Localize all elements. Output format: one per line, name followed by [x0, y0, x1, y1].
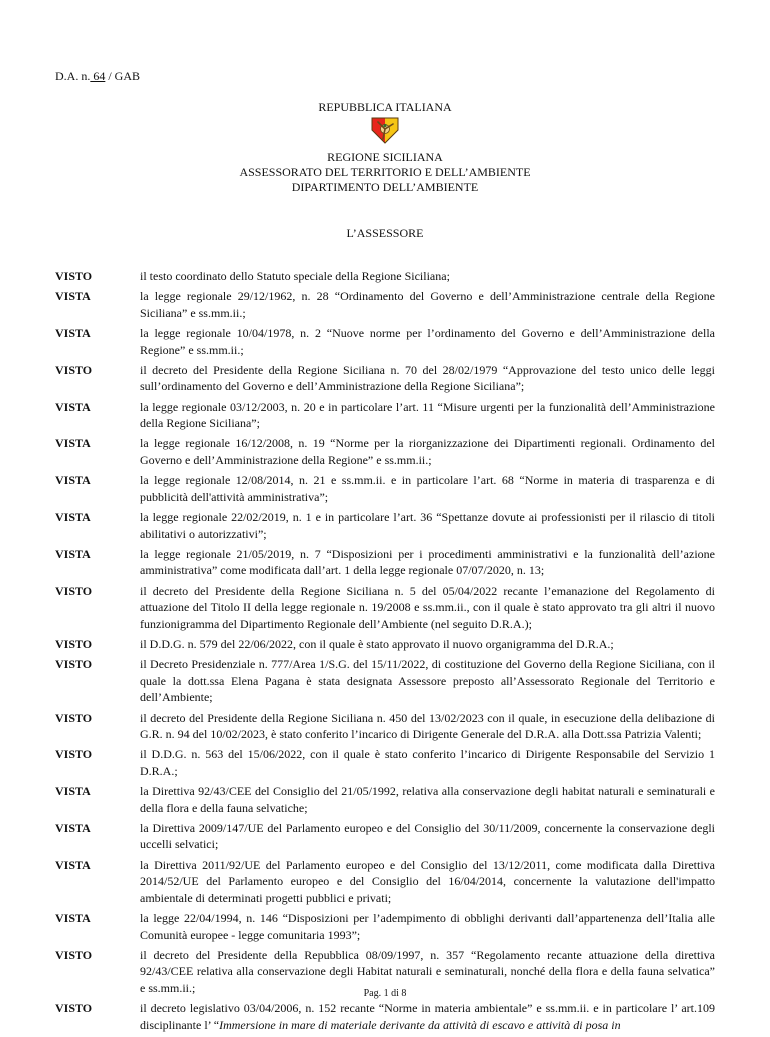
- preamble-text-body: il decreto legislativo 03/04/2006, n. 152 recante “Norme in materia ambientale” e ss.mm.ii. e in particolare l’ art.109 disciplinante l’ “: [140, 1001, 715, 1032]
- preamble-text-body: il decreto del Presidente della Regione Siciliana n. 70 del 28/02/1979 “Approvazione del testo unico delle leggi sull’ordinamento del Governo e dell’Amministrazione della Regione Siciliana”;: [140, 362, 715, 394]
- preamble-keyword: VISTO: [55, 747, 93, 762]
- decree-reference: [55, 68, 140, 85]
- trinacria-emblem-icon: [369, 116, 401, 144]
- preamble-item: [55, 857, 715, 907]
- preamble-text: [140, 857, 715, 907]
- preamble-text: [140, 656, 715, 706]
- preamble-text-body: il D.D.G. n. 563 del 15/06/2022, con il quale è stato conferito l’incarico di Dirigente Responsabile del Servizio 1 D.R.A.;: [140, 747, 715, 778]
- preamble-item: [55, 362, 715, 395]
- preamble-text: [140, 288, 715, 321]
- preamble-item: [55, 399, 715, 432]
- preamble-text-body: la Direttiva 92/43/CEE del Consiglio del 21/05/1992, relativa alla conservazione degli habitat naturali e seminaturali e della flora e della fauna selvatiche;: [140, 784, 715, 815]
- preamble-text-body: la legge regionale 22/02/2019, n. 1 e in particolare l’art. 36 “Spettanze dovute ai professionisti per il rilascio di titoli abilitativi o autorizzativi”;: [140, 510, 715, 541]
- preamble-keyword: VISTO: [55, 583, 93, 598]
- page-number: Pag. 1 di 8: [363, 988, 407, 999]
- preamble-item: [55, 268, 715, 285]
- ref-number: 64: [90, 69, 106, 83]
- preamble-text: [140, 783, 715, 816]
- preamble-item: [55, 435, 715, 468]
- preamble-text-body: la legge regionale 03/12/2003, n. 20 e in particolare l’art. 11 “Misure urgenti per la funzionalità dell’Amministrazione della Regione Siciliana”;: [140, 399, 715, 431]
- preamble-keyword: VISTO: [55, 657, 93, 672]
- preamble-text: [140, 746, 715, 779]
- preamble-keyword: VISTO: [55, 636, 93, 651]
- preamble-text-body: la legge regionale 10/04/1978, n. 2 “Nuove norme per l’ordinamento del Governo e dell’Amministrazione della Regione” e ss.mm.ii.;: [140, 326, 715, 357]
- preamble-item: [55, 472, 715, 505]
- preamble-item: [55, 746, 715, 779]
- preamble-keyword: VISTA: [55, 911, 91, 926]
- preamble-item: [55, 1000, 715, 1033]
- preamble-keyword: VISTA: [55, 820, 91, 835]
- preamble-text: [140, 435, 715, 468]
- preamble-text: [140, 546, 715, 579]
- republic-heading: REPUBBLICA ITALIANA: [318, 100, 452, 114]
- preamble-text: [140, 509, 715, 542]
- preamble-text: [140, 1000, 715, 1033]
- preamble-text-body: la Direttiva 2011/92/UE del Parlamento europeo e del Consiglio del 13/12/2011, come modificata dalla Direttiva 2014/52/UE del Parlamento europeo e del Consiglio del 16/04/2014, concernente la valutazione dell'impatto ambientale di determinati progetti pubblici e privati;: [140, 857, 715, 905]
- preamble-text: [140, 399, 715, 432]
- preamble-text-body: il testo coordinato dello Statuto speciale della Regione Siciliana;: [140, 269, 450, 283]
- dipartimento-heading: DIPARTIMENTO DELL’AMBIENTE: [291, 180, 479, 194]
- preamble-keyword: VISTA: [55, 546, 91, 561]
- preamble-text-body: il D.D.G. n. 579 del 22/06/2022, con il quale è stato approvato il nuovo organigramma del D.R.A.;: [140, 636, 614, 651]
- preamble-item: [55, 710, 715, 743]
- preamble-text-body: la legge regionale 16/12/2008, n. 19 “Norme per la riorganizzazione dei Dipartimenti regionali. Ordinamento del Governo e dell’Amministrazione della Regione” e ss.mm.ii.;: [140, 436, 715, 467]
- preamble-text-body: il Decreto Presidenziale n. 777/Area 1/S.G. del 15/11/2022, di costituzione del Governo della Regione Siciliana, con il quale la dott.ssa Elena Pagana è stata designata Assessore preposto all’Assessorato Regionale del Territorio e dell’Ambiente;: [140, 657, 715, 705]
- ref-prefix: D.A. n.: [55, 69, 91, 83]
- preamble-item: [55, 783, 715, 816]
- preamble-item: [55, 820, 715, 853]
- preamble-text: [140, 325, 715, 358]
- preamble-item: [55, 325, 715, 358]
- preamble-list: [55, 268, 715, 1037]
- preamble-keyword: VISTO: [55, 269, 93, 283]
- preamble-item: [55, 546, 715, 579]
- preamble-text-body: la Direttiva 2009/147/UE del Parlamento europeo e del Consiglio del 30/11/2009, concernente la conservazione degli uccelli selvatici;: [140, 820, 715, 852]
- preamble-item: [55, 509, 715, 542]
- preamble-keyword: VISTA: [55, 857, 91, 872]
- preamble-keyword: VISTA: [55, 399, 91, 414]
- preamble-keyword: VISTO: [55, 947, 93, 962]
- preamble-keyword: VISTA: [55, 289, 91, 304]
- preamble-keyword: VISTO: [55, 362, 93, 377]
- preamble-keyword: VISTA: [55, 436, 91, 451]
- preamble-text-body: la legge regionale 12/08/2014, n. 21 e ss.mm.ii. e in particolare l’art. 68 “Norme in materia di trasparenza e di pubblicità dell'attività amministrativa”;: [140, 473, 715, 504]
- preamble-text-italic: Immersione in mare di materiale derivante da attività di escavo e attività di posa in: [219, 1017, 621, 1032]
- preamble-text: [140, 636, 715, 653]
- issuing-authority: [0, 150, 770, 195]
- preamble-text: [140, 710, 715, 743]
- document-title: L’ASSESSORE: [346, 226, 424, 240]
- preamble-keyword: VISTO: [55, 1001, 93, 1016]
- ref-suffix: / GAB: [105, 69, 141, 83]
- preamble-text: [140, 472, 715, 505]
- preamble-text: [140, 820, 715, 853]
- preamble-text-body: il decreto del Presidente della Repubblica 08/09/1997, n. 357 “Regolamento recante attuazione della direttiva 92/43/CEE relativa alla conservazione degli Habitat naturali e seminaturali, nonché della flora e della fauna selvatica” e ss.mm.ii.;: [140, 947, 715, 995]
- preamble-text-body: il decreto del Presidente della Regione Siciliana n. 5 del 05/04/2022 recante l’emanazione del Regolamento di attuazione del Titolo II della legge regionale n. 19/2008 e ss.mm.ii., con il quale è stato approvato tra gli altri il nuovo funzionigramma del Dipartimento Regionale dell’Ambiente (nel seguito D.R.A.);: [140, 583, 715, 631]
- preamble-text: [140, 910, 715, 943]
- preamble-text: [140, 362, 715, 395]
- preamble-item: [55, 288, 715, 321]
- preamble-item: [55, 636, 715, 653]
- preamble-text-body: la legge regionale 21/05/2019, n. 7 “Disposizioni per i procedimenti amministrativi e la funzionalità dell’azione amministrativa” come modificata dall’art. 1 della legge regionale 07/07/2020, n. 13;: [140, 546, 715, 578]
- assessorato-heading: ASSESSORATO DEL TERRITORIO E DELL’AMBIENTE: [239, 165, 531, 179]
- preamble-text: [140, 583, 715, 633]
- preamble-keyword: VISTA: [55, 510, 91, 525]
- preamble-keyword: VISTO: [55, 710, 93, 725]
- preamble-keyword: VISTA: [55, 326, 91, 341]
- preamble-keyword: VISTA: [55, 784, 91, 799]
- preamble-text-body: la legge regionale 29/12/1962, n. 28 “Ordinamento del Governo e dell’Amministrazione centrale della Regione Siciliana” e ss.mm.ii.;: [140, 289, 715, 320]
- preamble-text-body: il decreto del Presidente della Regione Siciliana n. 450 del 13/02/2023 con il quale, in esecuzione della delibazione di G.R. n. 94 del 10/02/2023, è stato conferito l’incarico di Dirigente Generale del D.R.A. alla Dott.ssa Patrizia Valenti;: [140, 710, 715, 742]
- preamble-item: [55, 656, 715, 706]
- preamble-text-body: la legge 22/04/1994, n. 146 “Disposizioni per l’adempimento di obblighi derivanti dall’appartenenza dell’Italia alle Comunità europee - legge comunitaria 1993”;: [140, 911, 715, 942]
- region-heading: REGIONE SICILIANA: [327, 150, 443, 164]
- preamble-text: [140, 268, 715, 285]
- preamble-keyword: VISTA: [55, 473, 91, 488]
- preamble-item: [55, 910, 715, 943]
- preamble-item: [55, 583, 715, 633]
